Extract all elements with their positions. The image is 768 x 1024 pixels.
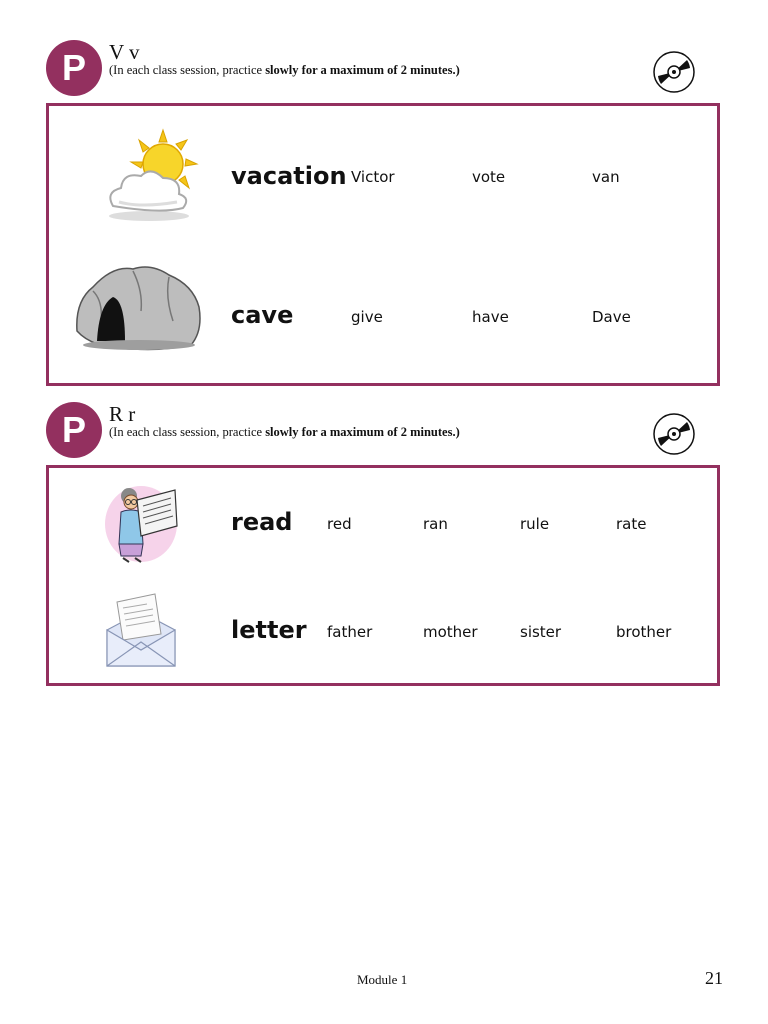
instruction-text: (In each class session, practice slowly for a maximum of 2 minutes.)	[109, 425, 460, 439]
section-header-v	[46, 40, 726, 100]
envelope-letter-icon	[103, 590, 179, 670]
practice-word: ran	[423, 515, 448, 533]
vocab-row	[49, 482, 717, 582]
main-word: vacation	[231, 162, 347, 190]
practice-word: rate	[616, 515, 647, 533]
practice-word: Dave	[592, 308, 631, 326]
practice-word: rule	[520, 515, 550, 533]
woman-reading-newspaper-icon	[101, 482, 181, 566]
practice-word: Victor	[351, 168, 395, 186]
cd-icon[interactable]	[652, 50, 696, 94]
practice-badge: P	[46, 40, 102, 96]
sun-cloud-icon	[101, 126, 201, 226]
vocab-row	[49, 261, 717, 361]
cave-icon	[73, 261, 203, 353]
section-title: V v	[109, 40, 140, 64]
main-word: cave	[231, 301, 294, 329]
cd-icon[interactable]	[652, 412, 696, 456]
footer-module-label: Module 1	[357, 972, 408, 987]
practice-word: brother	[616, 623, 672, 641]
main-word: read	[231, 508, 293, 536]
practice-word: van	[592, 168, 620, 186]
section-title: R r	[109, 402, 136, 426]
practice-word: sister	[520, 623, 562, 641]
practice-word: vote	[472, 168, 506, 186]
vocab-box-v	[46, 103, 720, 386]
practice-word: mother	[423, 623, 478, 641]
practice-badge: P	[46, 402, 102, 458]
vocab-row	[49, 590, 717, 690]
practice-word: father	[327, 623, 373, 641]
practice-word: red	[327, 515, 352, 533]
practice-word: give	[351, 308, 383, 326]
vocab-row	[49, 126, 717, 226]
practice-word: have	[472, 308, 509, 326]
section-header-r	[46, 402, 726, 462]
main-word: letter	[231, 616, 307, 644]
instruction-text: (In each class session, practice slowly for a maximum of 2 minutes.)	[109, 63, 460, 77]
vocab-box-r	[46, 465, 720, 686]
page-number: 21	[705, 968, 723, 988]
